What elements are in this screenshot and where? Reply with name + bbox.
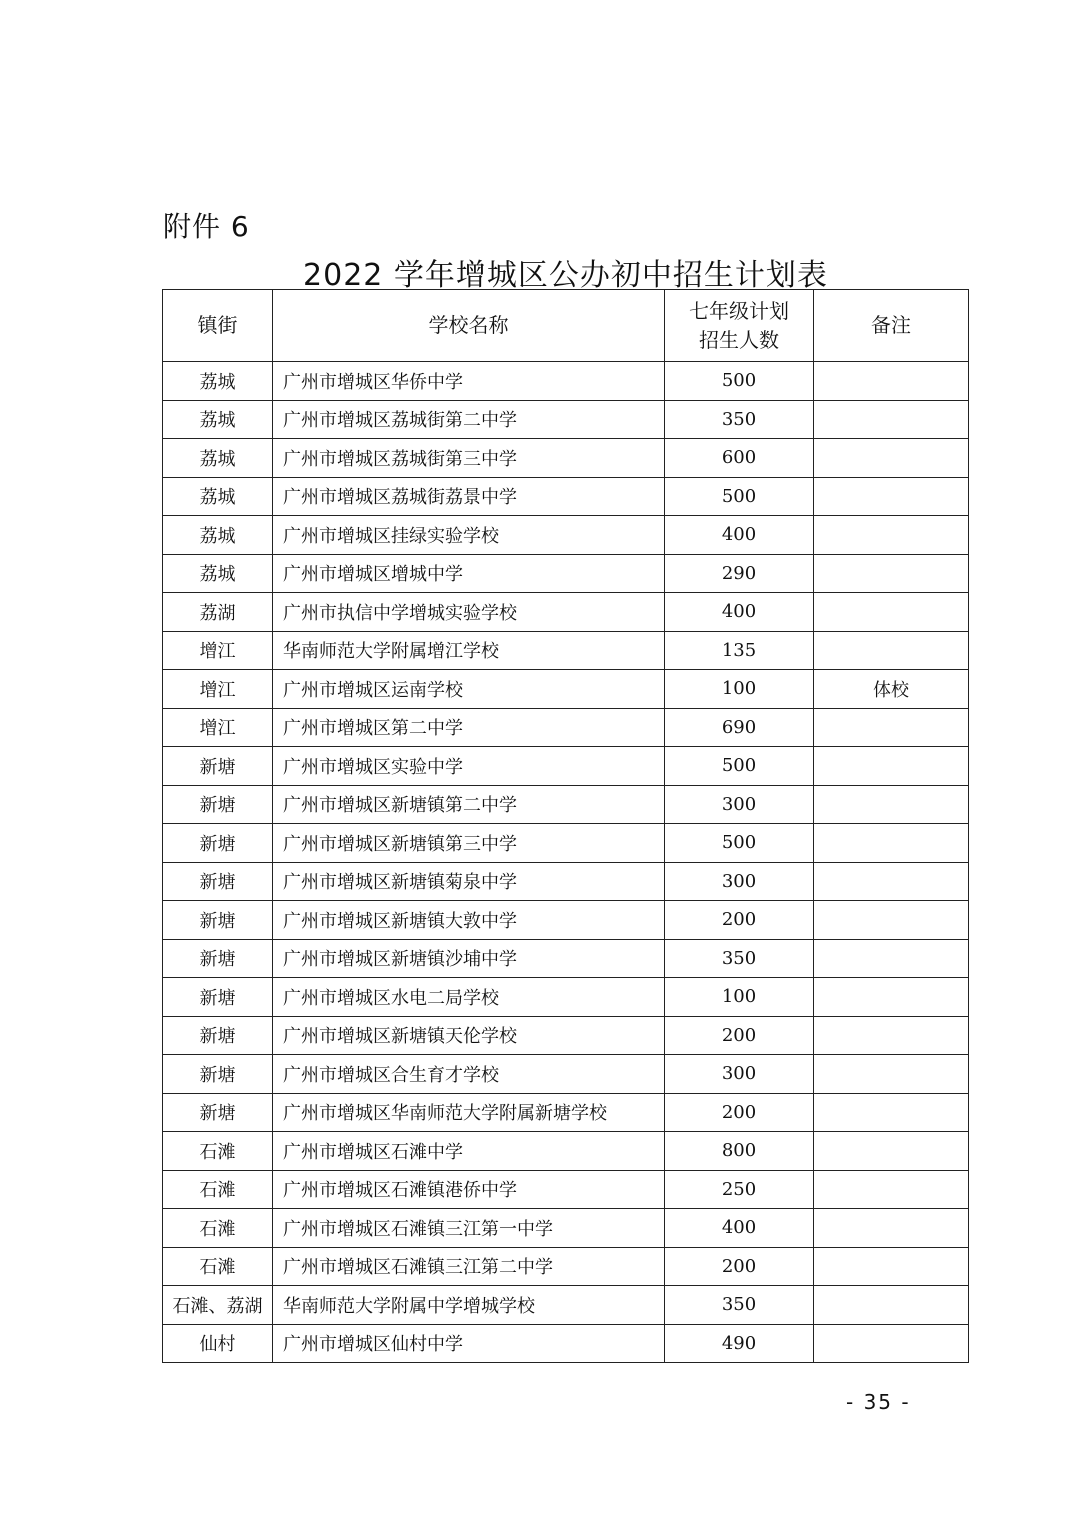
cell-town: 石滩 bbox=[163, 1132, 273, 1171]
cell-remark bbox=[814, 400, 969, 439]
cell-school: 广州市增城区石滩镇港侨中学 bbox=[273, 1170, 665, 1209]
cell-quota: 400 bbox=[665, 1209, 814, 1248]
cell-quota: 500 bbox=[665, 477, 814, 516]
cell-remark bbox=[814, 593, 969, 632]
table-row bbox=[163, 1286, 969, 1325]
cell-remark bbox=[814, 785, 969, 824]
cell-quota: 400 bbox=[665, 593, 814, 632]
cell-remark bbox=[814, 1093, 969, 1132]
cell-school: 广州市增城区新塘镇沙埔中学 bbox=[273, 939, 665, 978]
cell-quota: 350 bbox=[665, 939, 814, 978]
cell-quota: 500 bbox=[665, 362, 814, 401]
cell-quota: 400 bbox=[665, 516, 814, 555]
cell-remark bbox=[814, 439, 969, 478]
cell-remark: 体校 bbox=[814, 670, 969, 709]
cell-town: 荔城 bbox=[163, 400, 273, 439]
table-row bbox=[163, 1209, 969, 1248]
table-row bbox=[163, 1324, 969, 1363]
table-row bbox=[163, 516, 969, 555]
cell-town: 荔湖 bbox=[163, 593, 273, 632]
cell-town: 荔城 bbox=[163, 554, 273, 593]
cell-remark bbox=[814, 1170, 969, 1209]
table-row bbox=[163, 901, 969, 940]
header-quota-line1: 七年级计划 bbox=[689, 298, 789, 323]
cell-school: 广州市增城区华侨中学 bbox=[273, 362, 665, 401]
cell-school: 广州市增城区新塘镇天伦学校 bbox=[273, 1016, 665, 1055]
cell-quota: 350 bbox=[665, 1286, 814, 1325]
cell-quota: 100 bbox=[665, 670, 814, 709]
cell-quota: 690 bbox=[665, 708, 814, 747]
cell-school: 广州市增城区实验中学 bbox=[273, 747, 665, 786]
cell-quota: 300 bbox=[665, 1055, 814, 1094]
table-row bbox=[163, 1093, 969, 1132]
table-row bbox=[163, 824, 969, 863]
cell-remark bbox=[814, 1016, 969, 1055]
cell-town: 仙村 bbox=[163, 1324, 273, 1363]
table-row bbox=[163, 747, 969, 786]
table-row bbox=[163, 400, 969, 439]
table-row bbox=[163, 477, 969, 516]
cell-remark bbox=[814, 939, 969, 978]
table-row bbox=[163, 1170, 969, 1209]
cell-school: 广州市增城区石滩镇三江第二中学 bbox=[273, 1247, 665, 1286]
cell-town: 荔城 bbox=[163, 362, 273, 401]
table-header-row bbox=[163, 290, 969, 362]
cell-town: 新塘 bbox=[163, 978, 273, 1017]
cell-school: 广州市增城区石滩镇三江第一中学 bbox=[273, 1209, 665, 1248]
cell-remark bbox=[814, 747, 969, 786]
cell-town: 新塘 bbox=[163, 1093, 273, 1132]
header-quota bbox=[665, 290, 814, 362]
page-title: 2022 学年增城区公办初中招生计划表 bbox=[303, 258, 828, 293]
table-row bbox=[163, 1055, 969, 1094]
cell-town: 新塘 bbox=[163, 1055, 273, 1094]
enrollment-plan-table bbox=[162, 289, 969, 1363]
table-body bbox=[163, 362, 969, 1363]
cell-quota: 500 bbox=[665, 747, 814, 786]
cell-school: 广州市增城区荔城街荔景中学 bbox=[273, 477, 665, 516]
header-school: 学校名称 bbox=[273, 290, 665, 362]
cell-remark bbox=[814, 477, 969, 516]
cell-school: 广州市增城区荔城街第二中学 bbox=[273, 400, 665, 439]
cell-remark bbox=[814, 1209, 969, 1248]
cell-school: 广州市增城区华南师范大学附属新塘学校 bbox=[273, 1093, 665, 1132]
table-row bbox=[163, 670, 969, 709]
cell-school: 广州市增城区新塘镇菊泉中学 bbox=[273, 862, 665, 901]
cell-remark bbox=[814, 978, 969, 1017]
attachment-label: 附件 6 bbox=[163, 210, 250, 243]
cell-town: 新塘 bbox=[163, 785, 273, 824]
cell-town: 石滩、荔湖 bbox=[163, 1286, 273, 1325]
cell-quota: 500 bbox=[665, 824, 814, 863]
cell-school: 广州市增城区水电二局学校 bbox=[273, 978, 665, 1017]
cell-remark bbox=[814, 554, 969, 593]
cell-quota: 135 bbox=[665, 631, 814, 670]
table-row bbox=[163, 1247, 969, 1286]
cell-town: 荔城 bbox=[163, 477, 273, 516]
cell-quota: 200 bbox=[665, 1016, 814, 1055]
cell-town: 新塘 bbox=[163, 747, 273, 786]
cell-school: 广州市增城区合生育才学校 bbox=[273, 1055, 665, 1094]
cell-town: 新塘 bbox=[163, 939, 273, 978]
cell-town: 石滩 bbox=[163, 1247, 273, 1286]
cell-quota: 300 bbox=[665, 862, 814, 901]
cell-school: 广州市增城区仙村中学 bbox=[273, 1324, 665, 1363]
header-town: 镇街 bbox=[163, 290, 273, 362]
cell-quota: 600 bbox=[665, 439, 814, 478]
cell-town: 荔城 bbox=[163, 516, 273, 555]
cell-school: 华南师范大学附属中学增城学校 bbox=[273, 1286, 665, 1325]
cell-remark bbox=[814, 516, 969, 555]
header-quota-line2: 招生人数 bbox=[699, 327, 779, 352]
cell-school: 华南师范大学附属增江学校 bbox=[273, 631, 665, 670]
cell-quota: 350 bbox=[665, 400, 814, 439]
cell-quota: 100 bbox=[665, 978, 814, 1017]
cell-school: 广州市增城区第二中学 bbox=[273, 708, 665, 747]
cell-town: 荔城 bbox=[163, 439, 273, 478]
table-row bbox=[163, 554, 969, 593]
cell-remark bbox=[814, 901, 969, 940]
table-row bbox=[163, 439, 969, 478]
cell-town: 新塘 bbox=[163, 1016, 273, 1055]
cell-town: 新塘 bbox=[163, 824, 273, 863]
cell-remark bbox=[814, 1132, 969, 1171]
cell-school: 广州市增城区增城中学 bbox=[273, 554, 665, 593]
cell-quota: 200 bbox=[665, 1247, 814, 1286]
cell-school: 广州市增城区运南学校 bbox=[273, 670, 665, 709]
cell-town: 增江 bbox=[163, 631, 273, 670]
cell-town: 增江 bbox=[163, 670, 273, 709]
cell-remark bbox=[814, 1324, 969, 1363]
cell-remark bbox=[814, 708, 969, 747]
table-row bbox=[163, 978, 969, 1017]
table-row bbox=[163, 593, 969, 632]
cell-town: 增江 bbox=[163, 708, 273, 747]
cell-school: 广州市执信中学增城实验学校 bbox=[273, 593, 665, 632]
cell-school: 广州市增城区新塘镇大敦中学 bbox=[273, 901, 665, 940]
cell-quota: 250 bbox=[665, 1170, 814, 1209]
cell-remark bbox=[814, 631, 969, 670]
table-row bbox=[163, 708, 969, 747]
cell-remark bbox=[814, 824, 969, 863]
cell-remark bbox=[814, 1055, 969, 1094]
table-row bbox=[163, 785, 969, 824]
cell-school: 广州市增城区石滩中学 bbox=[273, 1132, 665, 1171]
cell-school: 广州市增城区荔城街第三中学 bbox=[273, 439, 665, 478]
table-row bbox=[163, 939, 969, 978]
cell-town: 新塘 bbox=[163, 901, 273, 940]
cell-remark bbox=[814, 862, 969, 901]
table-row bbox=[163, 631, 969, 670]
table-row bbox=[163, 1016, 969, 1055]
cell-remark bbox=[814, 1286, 969, 1325]
cell-school: 广州市增城区新塘镇第三中学 bbox=[273, 824, 665, 863]
cell-quota: 800 bbox=[665, 1132, 814, 1171]
table-row bbox=[163, 862, 969, 901]
cell-town: 新塘 bbox=[163, 862, 273, 901]
table-row bbox=[163, 1132, 969, 1171]
cell-quota: 490 bbox=[665, 1324, 814, 1363]
cell-town: 石滩 bbox=[163, 1170, 273, 1209]
cell-quota: 290 bbox=[665, 554, 814, 593]
cell-town: 石滩 bbox=[163, 1209, 273, 1248]
cell-quota: 200 bbox=[665, 901, 814, 940]
cell-remark bbox=[814, 1247, 969, 1286]
header-remark: 备注 bbox=[814, 290, 969, 362]
cell-remark bbox=[814, 362, 969, 401]
cell-quota: 200 bbox=[665, 1093, 814, 1132]
cell-quota: 300 bbox=[665, 785, 814, 824]
cell-school: 广州市增城区挂绿实验学校 bbox=[273, 516, 665, 555]
table-row bbox=[163, 362, 969, 401]
page-number: - 35 - bbox=[846, 1390, 911, 1414]
cell-school: 广州市增城区新塘镇第二中学 bbox=[273, 785, 665, 824]
